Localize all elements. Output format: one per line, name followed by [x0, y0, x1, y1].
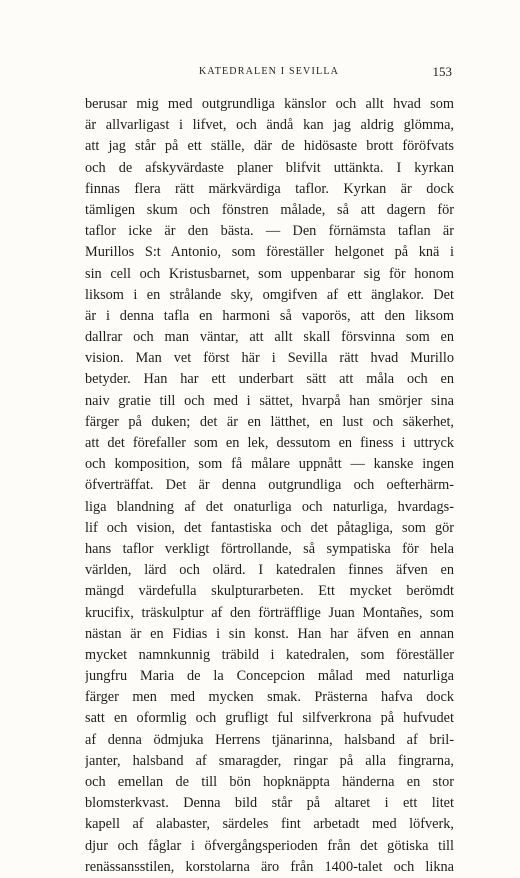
text-line: liksom i en strålande sky, omgifven af ett änglakor. Det — [85, 286, 454, 303]
text-line: krucifix, träskulptur af den förträfflige Juan Montañes, som — [85, 604, 454, 621]
text-line: att jag står på ett ställe, där de hidösaste brott föröfvats — [85, 138, 454, 155]
text-line: taflor icke är den bästa. — Den förnämsta taflan är — [85, 223, 454, 240]
text-line: finnas flera rätt märkvärdiga taflor. Kyrkan är dock — [85, 180, 454, 197]
text-line: vision. Man vet först här i Sevilla rätt hvad Murillo — [85, 350, 454, 367]
text-line: renässansstilen, korstolarna äro från 1400-talet och likna — [85, 858, 454, 875]
text-line: Murillos S:t Antonio, som föreställer helgonet på knä i — [85, 244, 454, 261]
text-line: blomsterkvast. Denna bild står på altaret i ett litet — [85, 795, 454, 812]
running-title: KATEDRALEN I SEVILLA — [198, 66, 340, 77]
text-line: färger men med mycken smak. Prästerna hafva dock — [85, 689, 454, 706]
text-line: tämligen skum och fönstren målade, så att dagern för — [85, 201, 454, 218]
text-line: jungfru Maria de la Concepcion målad med naturliga — [85, 668, 454, 685]
text-line: berusar mig med outgrundliga känslor och allt hvad som — [85, 96, 454, 112]
text-line: och de afskyvärdaste planer blifvit uttänkta. I kyrkan — [85, 159, 454, 176]
text-line: djur och fåglar i öfvergångsperioden från det götiska till — [85, 837, 454, 854]
text-line: är allvarligast i lifvet, och ändå kan jag aldrig glömma, — [85, 117, 454, 134]
text-line: nästan är en Fidias i sin konst. Han har äfven en annan — [85, 625, 454, 642]
text-line: af denna ödmjuka Herrens tjänarinna, halsband af bril- — [85, 731, 454, 748]
text-line: att det förefaller som en lek, dessutom en finess i uttryck — [85, 435, 454, 451]
text-line: naiv gratie till och med i sättet, hvarpå han smörjer sina — [85, 392, 454, 409]
text-line: dallrar och man väntar, att allt skall försvinna som en — [85, 329, 454, 346]
text-line: är i denna tafla en harmoni så vaporös, att den liksom — [85, 307, 454, 324]
page-number: 153 — [432, 64, 452, 79]
text-line: janter, halsband af smaragder, ringar på alla fingrarna, — [85, 752, 454, 769]
text-line: och emellan de till bön hopknäppta händerna en stor — [85, 774, 454, 790]
running-head — [86, 64, 452, 80]
text-line: världen, lärd och olärd. I katedralen finnes äfven en — [85, 562, 454, 579]
text-line: och komposition, som få målare uppnått — kanske ingen — [85, 456, 454, 473]
text-line: mycket namnkunnig träbild i katedralen, som föreställer — [85, 646, 454, 663]
text-line: sin cell och Kristusbarnet, som uppenbarar sig för honom — [85, 265, 454, 282]
text-line: hans taflor verkligt förtrollande, så sympatiska för hela — [85, 540, 454, 557]
body-text — [85, 94, 454, 878]
text-line: liga blandning af det onaturliga och naturliga, hvardags- — [85, 498, 454, 515]
text-line: lif och vision, det fantastiska och det påtagliga, som gör — [85, 519, 454, 536]
text-line: betyder. Han har ett underbart sätt att måla och en — [85, 371, 454, 388]
text-line: kapell af alabaster, särdeles fint arbetadt med löfverk, — [85, 816, 454, 833]
text-line: öfverträffat. Det är denna outgrundliga och oefterhärm- — [85, 477, 454, 494]
text-line: färger på duken; det är en lätthet, en lust och säkerhet, — [85, 413, 454, 430]
text-line: mängd värdefulla skulpturarbeten. Ett mycket berömdt — [85, 583, 454, 600]
text-line: satt en oformlig och grufligt ful silfverkrona på hufvudet — [85, 710, 454, 727]
